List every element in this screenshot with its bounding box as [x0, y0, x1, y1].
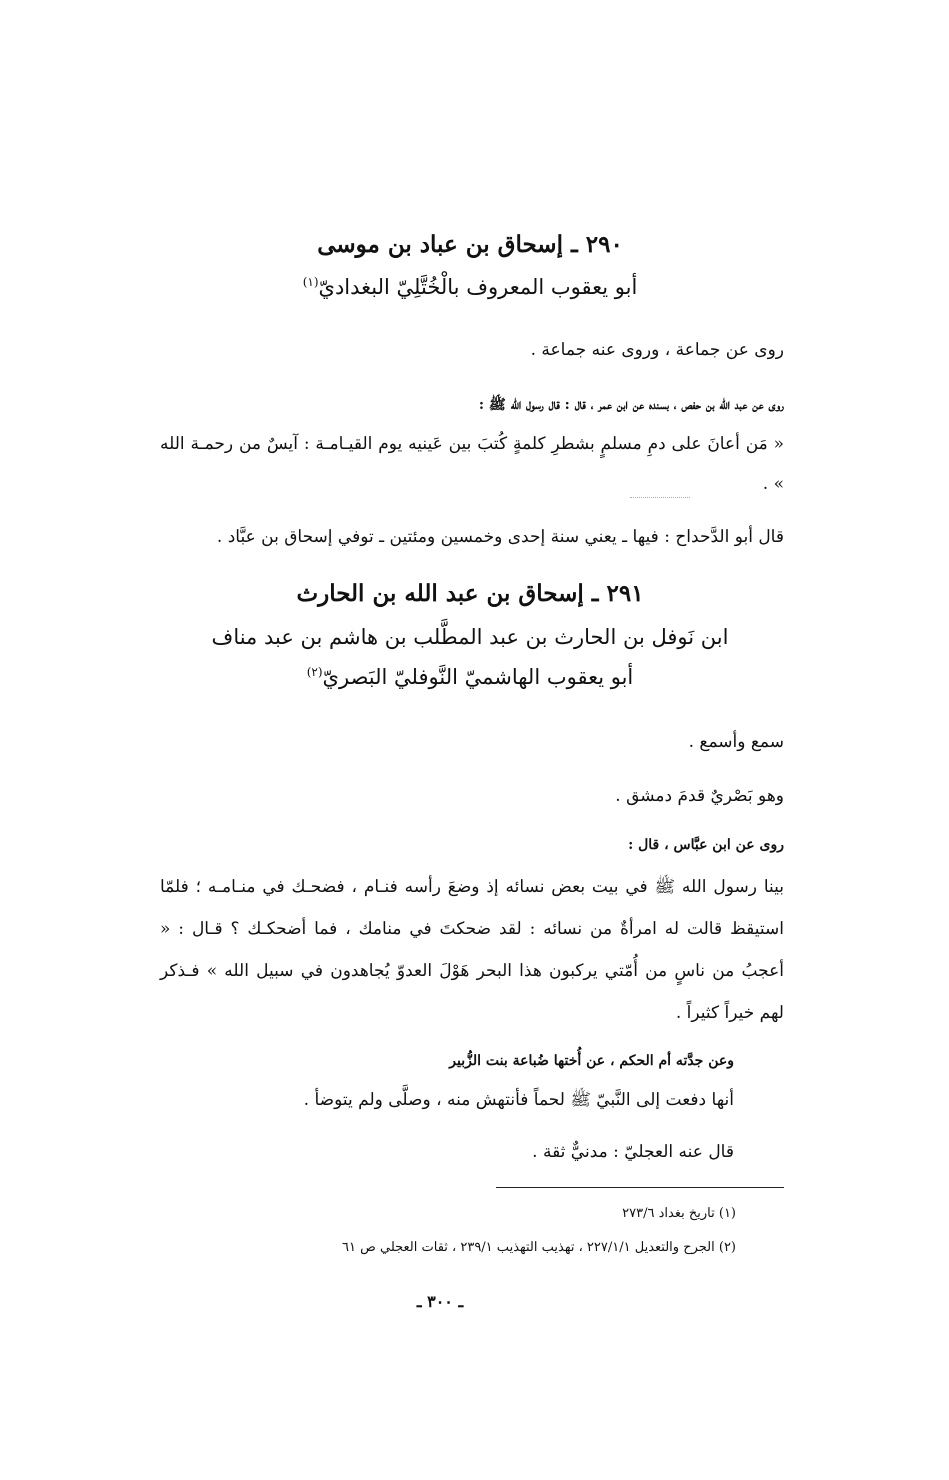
entry-291-paragraph-1: سمع وأسمع .: [688, 732, 784, 752]
footnote-2: (٢) الجرح والتعديل ٢٢٧/١/١ ، تهذيب التهذيب ٢٣٩/١ ، ثقات العجلي ص ٦١: [342, 1240, 736, 1255]
entry-291-kunya: أبو يعقوب الهاشميّ النَّوفليّ البَصريّ$^{(٢)}$: [306, 665, 634, 689]
scan-speck: [630, 497, 690, 498]
footnote-1: (١) تاريخ بغداد ٢٧٣/٦: [622, 1206, 736, 1221]
entry-290-isnad: روى عن عبد الله بن حفص ، بسنده عن ابن عمر ، قال : قال رسول الله ﷺ :: [478, 397, 784, 413]
entry-290-death-note: قال أبو الدَّحداح : فيها ـ يعني سنة إحدى وخمسين ومئتين ـ توفي إسحاق بن عبَّاد .: [216, 527, 784, 547]
entry-290-hadith: « مَن أعانَ على دمِ مسلمٍ بشطرِ كلمةٍ كُتبَ بين عَينيه يوم القيـامـة : آيسٌ من رحمـة الله » .: [160, 434, 784, 494]
entry-291-isnad: روى عن ابن عبَّاس ، قال :: [628, 837, 784, 853]
entry-291-lineage: ابن نَوفل بن الحارث بن عبد المطَّلب بن هاشم بن عبد مناف: [211, 625, 729, 649]
entry-290-paragraph-1: روى عن جماعة ، وروى عنه جماعة .: [530, 340, 784, 360]
entry-290-heading: ٢٩٠ ـ إسحاق بن عباد بن موسى: [317, 231, 623, 258]
footnote-ref-1: (١): [302, 275, 319, 289]
entry-291-grading: قال عنه العجليّ : مدنيٌّ ثقة .: [532, 1142, 734, 1162]
entry-290-subtitle: أبو يعقوب المعروف بالْخُتَّلِيّ البغداديّ$^{(١)}$: [302, 275, 638, 299]
entry-291-paragraph-2: وهو بَصْريٌ قدمَ دمشق .: [615, 786, 784, 806]
page-number: ـ ٣٠٠ ـ: [416, 1292, 464, 1311]
entry-291-hadith-2: أنها دفعت إلى النَّبيّ ﷺ لحماً فأنتهش منه ، وصلَّى ولم يتوضأ .: [303, 1090, 734, 1110]
entry-291-isnad-2: وعن جدَّته أم الحكم ، عن أُختها ضُباعة بنت الزُّبير: [449, 1053, 734, 1069]
footnote-separator: [496, 1187, 784, 1188]
entry-291-heading: ٢٩١ ـ إسحاق بن عبد الله بن الحارث: [296, 580, 644, 607]
entry-291-hadith: بينا رسول الله ﷺ في بيت بعض نسائه إذ وضعَ رأسه فنـام ، فضحـك في منـامـه ؛ فلمّا استيقظ قالت له امرأةٌ من نسائه : لقد ضحكتَ في منامك ، فما أضحكـك ؟ قـال : « أعجبُ من ناسٍ من أُمّتي يركبون هذا البحر هَوْلَ العدوّ يُجاهدون في سبيل الله » فـذكر لهم خيراً كثيراً .: [160, 877, 784, 1023]
footnote-ref-2: (٢): [306, 665, 323, 679]
